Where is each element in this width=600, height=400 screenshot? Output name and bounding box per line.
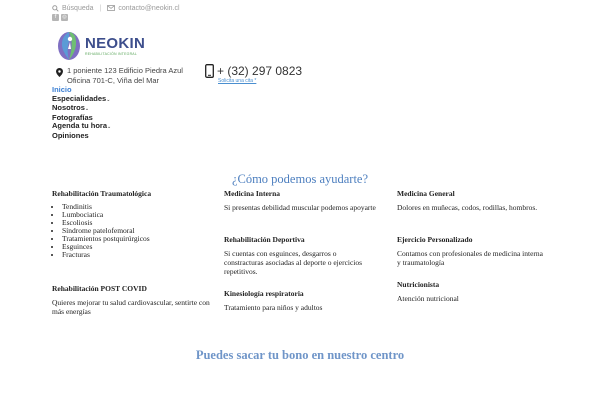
service-title: Medicina General: [397, 189, 455, 198]
address-line-2: Oficina 701-C, Viña del Mar: [67, 76, 159, 85]
chevron-down-icon: ⌄: [84, 106, 90, 112]
service-ejercicio: [397, 235, 547, 267]
service-title: Rehabilitación Traumatológica: [52, 189, 152, 198]
service-title: Rehabilitación Deportiva: [224, 235, 305, 244]
nav-label: Agenda tu hora: [52, 121, 108, 130]
list-item: • Síndrome patelofemoral: [62, 227, 212, 235]
service-title: Ejercicio Personalizado: [397, 235, 473, 244]
service-title: Kinesiología respiratoria: [224, 289, 304, 298]
list-item: • Escoliosis: [62, 219, 212, 227]
list-item: • Fracturas: [62, 251, 212, 259]
service-description: Quieres mejorar tu salud cardiovascular, sentirte con más energías: [52, 298, 210, 316]
section-title: ¿Cómo podemos ayudarte?: [231, 172, 369, 186]
service-list: [52, 203, 212, 259]
service-title: Medicina Interna: [224, 189, 281, 198]
request-appointment-link[interactable]: Solicita una cita *: [218, 78, 257, 84]
brand-name: NEOKIN: [85, 35, 146, 52]
service-description: Si cuentas con esguinces, desgarros o constracturas asociadas al deporte o ejercicios repetitivos.: [224, 249, 363, 276]
chevron-down-icon: ⌄: [106, 96, 111, 103]
phone-block[interactable]: [205, 64, 302, 78]
nav-label: Fotografías: [52, 112, 93, 122]
list-item: • Tendinitis: [62, 203, 212, 211]
service-title: Nutricionista: [397, 280, 440, 289]
list-item: • Lumbociatica: [62, 211, 212, 219]
main-nav: [52, 86, 111, 140]
search-icon: [52, 5, 59, 12]
site-logo[interactable]: [56, 30, 145, 62]
service-description: Tratamiento para niños y adultos: [224, 303, 323, 312]
service-medicina-interna: [224, 189, 384, 212]
service-medicina-general: [397, 189, 547, 212]
service-nutricionista: [397, 280, 547, 303]
service-description: Atención nutricional: [397, 294, 459, 303]
address-block: [56, 66, 183, 86]
nav-label: Inicio: [52, 85, 72, 94]
brand-tagline: REHABILITACIÓN INTEGRAL: [85, 52, 137, 56]
bono-title: Puedes sacar tu bono en nuestro centro: [195, 348, 405, 362]
service-description: Dolores en muñecas, codos, rodillas, hombros.: [397, 203, 538, 212]
service-kinesiologia: [224, 289, 384, 312]
list-item: • Tratamientos postquirúrgicos: [62, 235, 212, 243]
nav-item-opiniones[interactable]: [52, 132, 111, 141]
search-link[interactable]: [52, 5, 94, 12]
mobile-phone-icon: [205, 64, 214, 78]
logo-mark-icon: [56, 30, 82, 62]
service-title: Rehabilitación POST COVID: [52, 284, 147, 293]
instagram-icon[interactable]: ◎: [62, 14, 67, 20]
divider: |: [99, 4, 102, 12]
service-deportiva: [224, 235, 372, 276]
top-bar: [52, 2, 180, 14]
search-label: Búsqueda: [62, 4, 94, 12]
list-item: • Esguinces: [62, 243, 212, 251]
facebook-icon[interactable]: f: [52, 14, 59, 21]
address-line-1: 1 poniente 123 Edificio Piedra Azul: [67, 66, 183, 75]
email-address: contacto@neokin.cl: [118, 4, 180, 12]
social-links: [52, 14, 68, 21]
email-link[interactable]: [107, 5, 179, 12]
service-post-covid: [52, 284, 212, 316]
chevron-down-icon: ⌄: [107, 124, 112, 130]
nav-label: Especialidades: [52, 93, 107, 103]
service-trauma: [52, 189, 212, 259]
logo-text: [85, 36, 145, 56]
nav-label: Opiniones: [52, 130, 89, 140]
mail-icon: [107, 5, 115, 11]
phone-number[interactable]: + (32) 297 0823: [217, 64, 303, 78]
service-description: Contamos con profesionales de medicina interna y traumatología: [397, 249, 543, 267]
service-description: Si presentas debilidad muscular podemos apoyarte: [224, 203, 376, 212]
nav-label: Nosotros: [52, 103, 85, 112]
map-pin-icon: [56, 68, 63, 77]
